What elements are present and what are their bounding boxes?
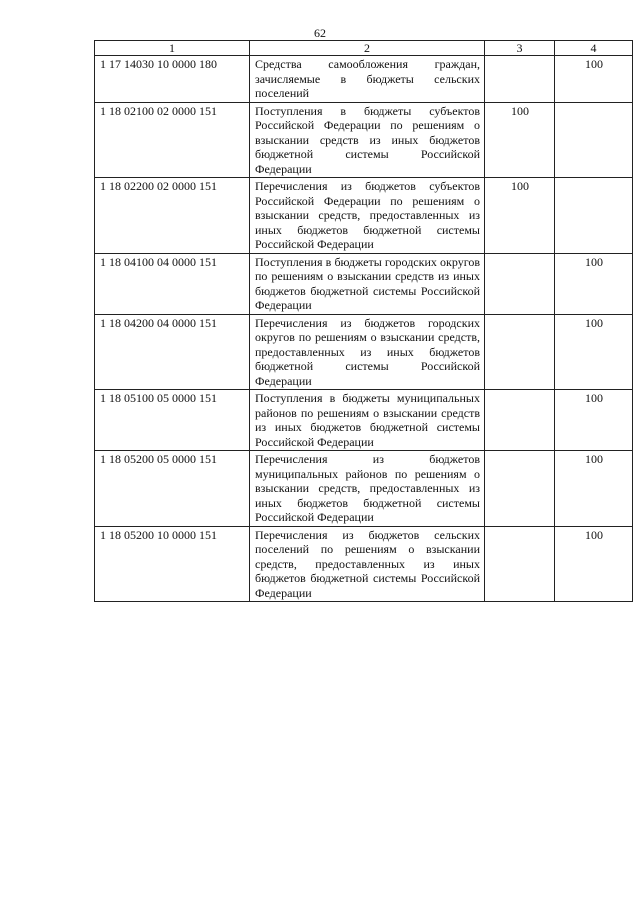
table-row: [95, 178, 633, 254]
column-header-2: 2: [250, 41, 485, 56]
row-description: Перечисления из бюджетов муниципальных районов по решениям о взыскании средств, предоставленных из иных бюджетов бюджетной системы Российской Федерации: [250, 451, 485, 527]
row-value-col4: 100: [555, 390, 633, 451]
row-value-col3: 100: [485, 178, 555, 254]
row-description: Перечисления из бюджетов городских округов по решениям о взыскании средств, предоставленных из иных бюджетов бюджетной системы Российской Федерации: [250, 314, 485, 390]
row-value-col3: [485, 390, 555, 451]
row-code: 1 17 14030 10 0000 180: [95, 56, 250, 103]
page-number: 62: [314, 26, 326, 40]
row-description: Поступления в бюджеты муниципальных районов по решениям о взыскании средств из иных бюджетов бюджетной системы Российской Федерации: [250, 390, 485, 451]
column-header-1: 1: [95, 41, 250, 56]
row-code: 1 18 05200 10 0000 151: [95, 526, 250, 602]
table-row: [95, 451, 633, 527]
row-code: 1 18 04200 04 0000 151: [95, 314, 250, 390]
row-value-col3: [485, 526, 555, 602]
row-description: Средства самообложения граждан, зачисляемые в бюджеты сельских поселений: [250, 56, 485, 103]
row-code: 1 18 05200 05 0000 151: [95, 451, 250, 527]
table-header-row: [95, 41, 633, 56]
table-row: [95, 314, 633, 390]
row-value-col4: 100: [555, 451, 633, 527]
budget-classification-table: [94, 40, 633, 602]
row-value-col4: [555, 178, 633, 254]
table-row: [95, 526, 633, 602]
table-row: [95, 102, 633, 178]
row-value-col4: 100: [555, 314, 633, 390]
row-value-col4: 100: [555, 526, 633, 602]
table-row: [95, 253, 633, 314]
row-value-col3: [485, 253, 555, 314]
row-code: 1 18 04100 04 0000 151: [95, 253, 250, 314]
row-code: 1 18 02200 02 0000 151: [95, 178, 250, 254]
table-row: [95, 390, 633, 451]
row-value-col3: [485, 451, 555, 527]
row-description: Перечисления из бюджетов сельских поселений по решениям о взыскании средств, предоставленных из иных бюджетов бюджетной системы Российской Федерации: [250, 526, 485, 602]
row-value-col3: [485, 56, 555, 103]
row-code: 1 18 05100 05 0000 151: [95, 390, 250, 451]
column-header-4: 4: [555, 41, 633, 56]
row-value-col4: 100: [555, 253, 633, 314]
row-value-col3: [485, 314, 555, 390]
row-description: Поступления в бюджеты субъектов Российской Федерации по решениям о взыскании средств из иных бюджетов бюджетной системы Российской Федерации: [250, 102, 485, 178]
row-value-col4: 100: [555, 56, 633, 103]
column-header-3: 3: [485, 41, 555, 56]
row-description: Перечисления из бюджетов субъектов Российской Федерации по решениям о взыскании средств, предоставленных из иных бюджетов бюджетной системы Российской Федерации: [250, 178, 485, 254]
row-code: 1 18 02100 02 0000 151: [95, 102, 250, 178]
row-description: Поступления в бюджеты городских округов по решениям о взыскании средств из иных бюджетов бюджетной системы Российской Федерации: [250, 253, 485, 314]
row-value-col4: [555, 102, 633, 178]
table-row: [95, 56, 633, 103]
row-value-col3: 100: [485, 102, 555, 178]
